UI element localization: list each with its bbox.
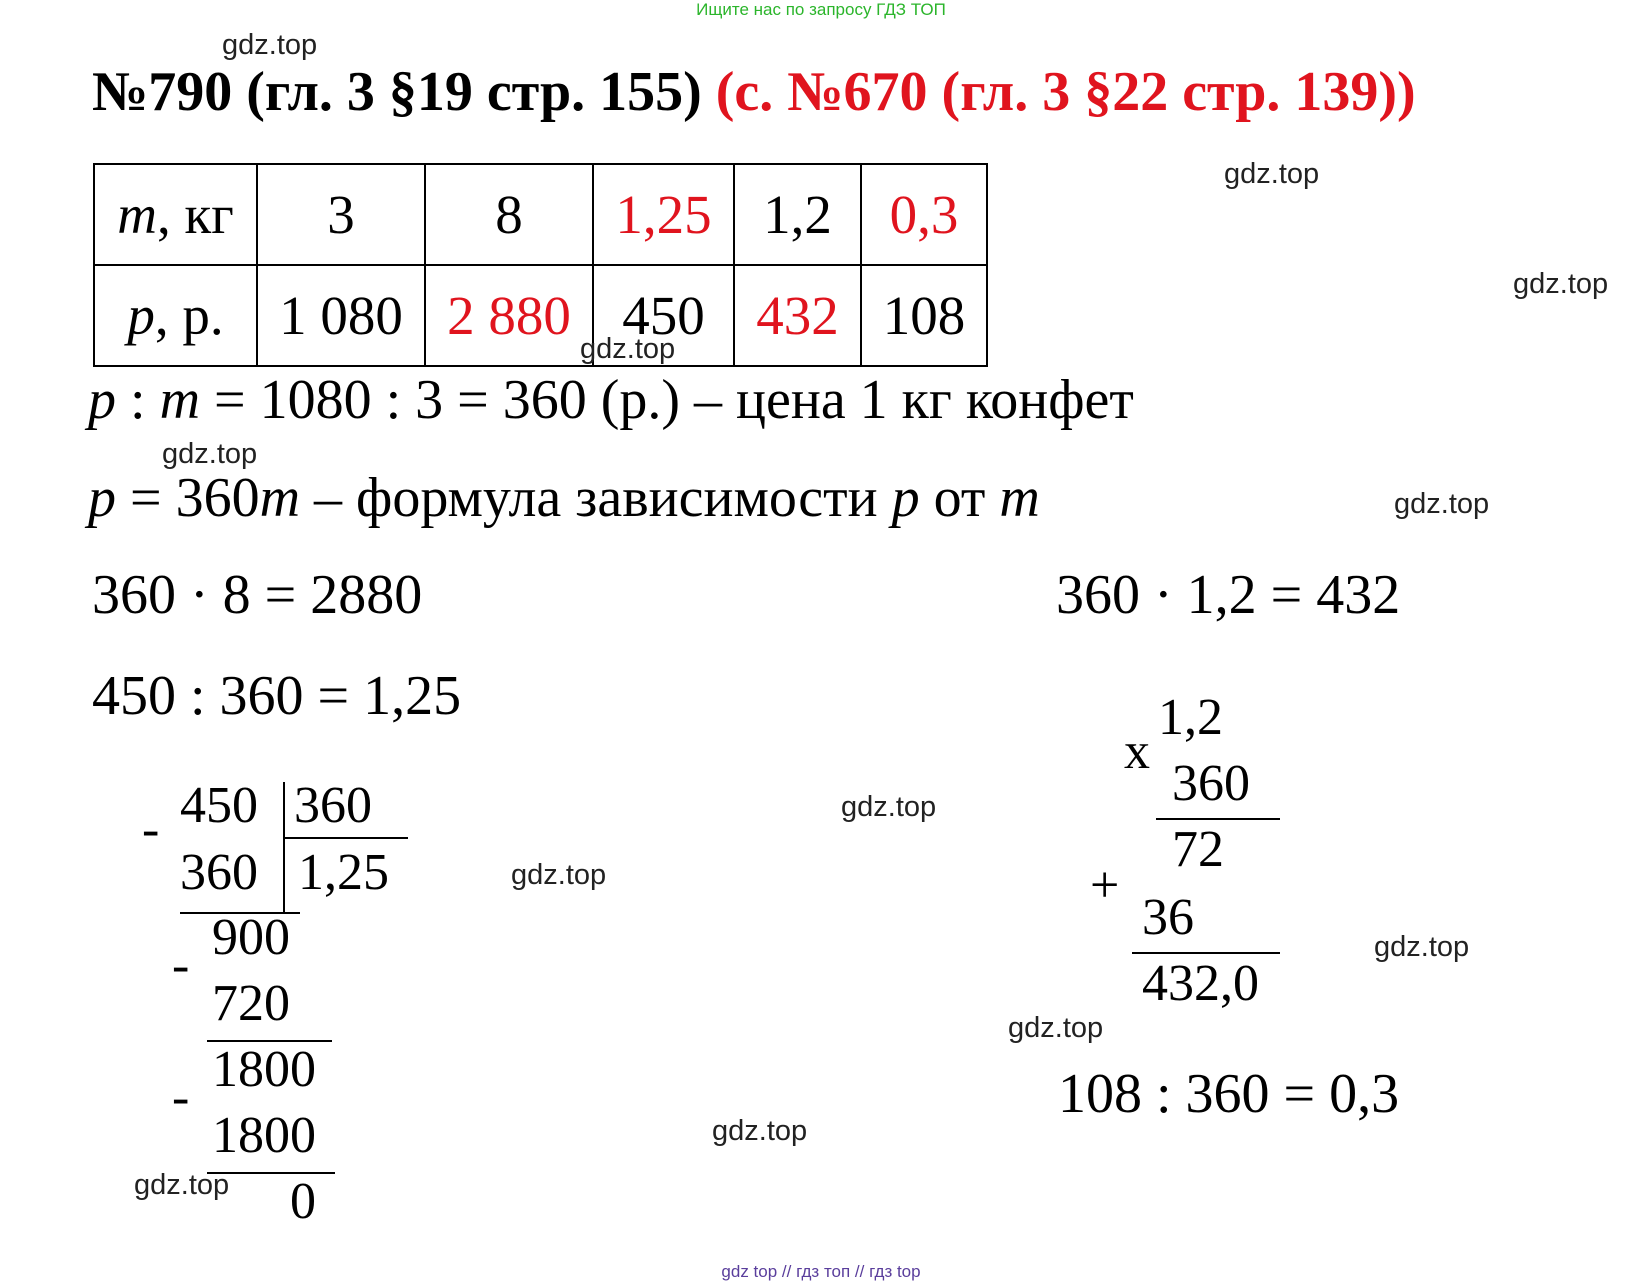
ld-divisor: 360	[294, 777, 372, 834]
watermark: gdz.top	[1394, 488, 1490, 520]
ld-quotient: 1,25	[298, 844, 389, 901]
cm-partial-1: 72	[1172, 821, 1224, 878]
watermark: gdz.top	[580, 333, 676, 365]
watermark: gdz.top	[1008, 1012, 1104, 1044]
cm-bottom: 360	[1172, 755, 1250, 812]
watermark: gdz.top	[1513, 268, 1609, 300]
row-header-p: p, р.	[94, 265, 257, 366]
mul-1-2-line: 360 · 1,2 = 432	[1056, 564, 1401, 626]
table-cell: 108	[861, 265, 987, 366]
problem-title	[92, 60, 1416, 124]
cm-partial-2: 36	[1142, 889, 1194, 946]
table-cell: 8	[425, 164, 593, 265]
div-108-line: 108 : 360 = 0,3	[1058, 1063, 1400, 1125]
title-alt: (с. №670 (гл. 3 §22 стр. 139))	[715, 61, 1416, 123]
watermark: gdz.top	[511, 859, 607, 891]
minus-sign: -	[142, 801, 160, 858]
ld-rem2: 1800	[212, 1041, 316, 1098]
ld-dividend: 450	[180, 777, 258, 834]
title-main: №790 (гл. 3 §19 стр. 155)	[92, 61, 702, 123]
watermark: gdz.top	[162, 438, 258, 470]
table-cell: 2 880	[425, 265, 593, 366]
row-header-m: m, кг	[94, 164, 257, 265]
watermark: gdz.top	[712, 1115, 808, 1147]
cm-plus-sign: +	[1090, 857, 1120, 914]
cm-top: 1,2	[1158, 689, 1223, 746]
table-cell: 432	[734, 265, 861, 366]
price-line: p : m = 1080 : 3 = 360 (р.) – цена 1 кг конфет	[88, 369, 1134, 431]
table-cell: 1 080	[257, 265, 425, 366]
table-row-m	[94, 164, 987, 265]
footer: gdz top // гдз топ // гдз top	[721, 1262, 921, 1281]
ld-sub2: 720	[212, 975, 290, 1032]
table-cell: 3	[257, 164, 425, 265]
table-cell: 1,25	[593, 164, 734, 265]
watermark: gdz.top	[222, 29, 318, 61]
watermark: gdz.top	[1374, 931, 1470, 963]
mul-8-line: 360 · 8 = 2880	[92, 564, 423, 626]
top-banner: Ищите нас по запросу ГДЗ ТОП	[696, 0, 946, 19]
watermark: gdz.top	[134, 1169, 230, 1201]
minus-sign: -	[172, 1069, 190, 1126]
watermark: gdz.top	[841, 791, 937, 823]
cm-mult-sign: x	[1124, 723, 1150, 780]
watermark: gdz.top	[1224, 158, 1320, 190]
cm-result: 432,0	[1142, 955, 1259, 1012]
ld-sub3: 1800	[212, 1107, 316, 1164]
ld-sub1: 360	[180, 844, 258, 901]
ld-rem3: 0	[290, 1173, 316, 1230]
values-table	[93, 163, 988, 367]
minus-sign: -	[172, 937, 190, 994]
ld-rem1: 900	[212, 909, 290, 966]
table-cell: 450	[593, 265, 734, 366]
div-450-line: 450 : 360 = 1,25	[92, 665, 462, 727]
formula-line: p = 360m – формула зависимости p от m	[88, 467, 1040, 529]
ld-divisor-line	[283, 837, 408, 839]
table-row-p	[94, 265, 987, 366]
ld-vertical-line	[283, 782, 285, 912]
table-cell: 0,3	[861, 164, 987, 265]
table-cell: 1,2	[734, 164, 861, 265]
